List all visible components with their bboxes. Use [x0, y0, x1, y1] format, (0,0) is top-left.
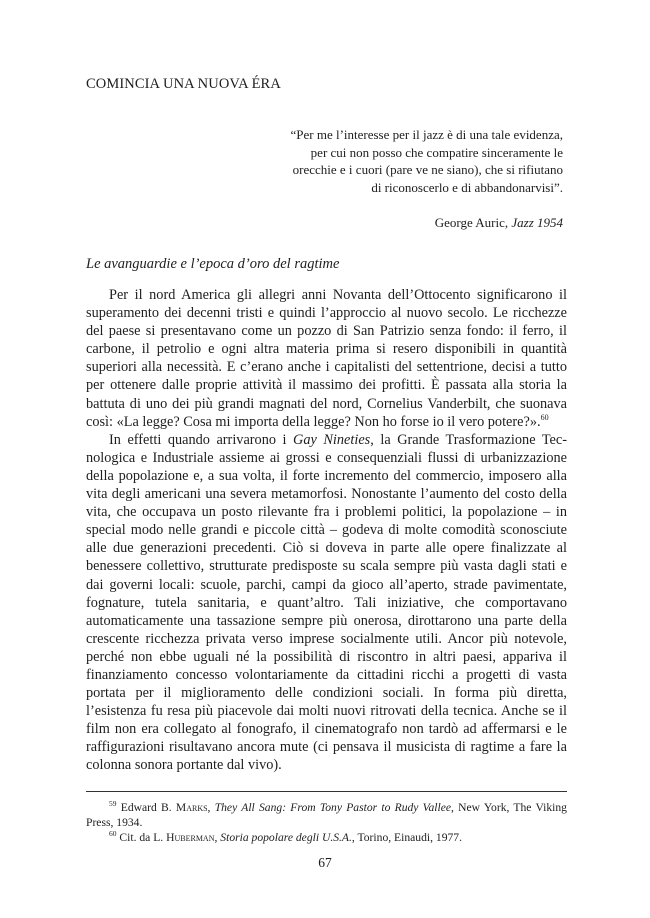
footnote-rest: , New York, The Viking Press, 1934.	[86, 801, 567, 830]
footnote-title: They All Sang: From Tony Pastor to Rudy Vallee	[214, 801, 451, 814]
paragraph-2-text: , la Grande Trasformazione Tecnologica e Industriale assieme ai grossi e consequenziali flussi di urbanizzazione della popolazione e, a sua volta, il forte incremento del commercio, imposero alla vita degli americani una severa metamorfosi. Nonostante l’aumento del costo della vita, che occupava un posto rilevante fra i problemi politici, la popolazione – in special modo nelle grandi e piccole città – godeva di molte comodità sconosciute alle due generazioni precedenti. Ciò si doveva in parte alle opere finalizzate al benessere collettivo, strutturate predisposte su scala sempre più vasta dagli stati e dai governi locali: scuole, parchi, campi da gioco all’aperto, strade pavimentate, fognature, tutela sanitaria, e quant’altro. Tali iniziative, che comportavano automaticamente una tassazione sempre più onerosa, dirottarono una parte della crescente ricchezza privata verso imprese socialmente utili. Ancor più notevole, perché non ebbe uguali né la possibilità di riscontro in altri paesi, appariva il finanziamento concesso volontariamente da cittadini ricchi a progetti di vasta portata per il miglioramento delle condizioni sociali. In forma più diretta, l’esistenza fu resa più piacevole dai molti nuovi ritrovati della tecnica. Anche se il film non era collegato al fonografo, il cinematografo non tardò ad affermarsi e le raffigurazioni risultavano ancora mute (ci pensava il musicista di ragtime a fare la colonna sonora portante dal vivo).	[86, 431, 568, 774]
footnote-number: 60	[109, 829, 117, 839]
paragraph-2-term: Gay Nineties	[293, 431, 371, 448]
epigraph	[243, 126, 563, 232]
paragraph-2	[86, 431, 567, 775]
footnotes	[86, 800, 567, 846]
footnote-rest: , Torino, Einaudi, 1977.	[351, 831, 462, 845]
epigraph-line: per cui non posso che compatire sinceramente le	[310, 144, 563, 160]
epigraph-line: di riconoscerlo e di abbandonarvisi”.	[371, 179, 563, 195]
paragraph-1-text: Per il nord America gli allegri anni Novanta dell’Ottocento significarono il superamento dei decenni tristi e quindi l’approccio al nuovo secolo. Le ricchezze del paese si presentavano come un pozzo di San Patrizio senza fondo: il ferro, il carbone, il petrolio e ogni altra materia prima si resero disponibili in quantità superiori alla necessità. E c’erano anche i capitalisti del settentrione, decisi a tutto per ottenere dalle proprie attività il massimo dei profitti. È passata alla storia la battuta di uno dei più grandi magnati del nord, Cornelius Vanderbilt, che suonava così: «La legge? Cosa mi importa della legge? Non ho forse io il vero potere?».	[86, 287, 567, 430]
footnote-author-last: Huberman	[166, 831, 215, 845]
footnote-number: 59	[109, 799, 117, 809]
epigraph-source: Jazz 1954	[511, 215, 563, 231]
epigraph-line: “Per me l’interesse per il jazz è di una tale evidenza,	[290, 127, 563, 142]
footnote-author-last: Marks	[175, 801, 208, 814]
epigraph-attribution	[243, 214, 563, 232]
paragraph-1	[86, 286, 567, 431]
footnote-prefix: Cit. da L.	[119, 831, 164, 845]
footnote-divider	[86, 791, 567, 792]
footnote-author-first: Edward B.	[120, 801, 172, 814]
footnote-ref-60: 60	[540, 412, 549, 422]
paragraph-2-intro: In effetti quando arrivarono i	[109, 431, 294, 448]
running-header: COMINCIA UNA NUOVA ÉRA	[86, 76, 281, 92]
page-number: 67	[318, 855, 332, 870]
section-title: Le avanguardie e l’epoca d’oro del ragtime	[86, 256, 340, 272]
epigraph-line: orecchie e i cuori (pare ve ne siano), che si rifiutano	[292, 162, 563, 178]
footnote-59: $^{59}$ Edward B. Marks, They All Sang: From Tony Pastor to Rudy Vallee, New York, The Viking Press, 1934.	[86, 799, 567, 830]
epigraph-author: George Auric,	[434, 215, 509, 231]
footnote-title: Storia popolare degli U.S.A.	[220, 831, 352, 845]
body-text	[86, 286, 567, 775]
footnote-60: $^{60}$ Cit. da L. Huberman, Storia popolare degli U.S.A., Torino, Einaudi, 1977.	[109, 829, 462, 845]
